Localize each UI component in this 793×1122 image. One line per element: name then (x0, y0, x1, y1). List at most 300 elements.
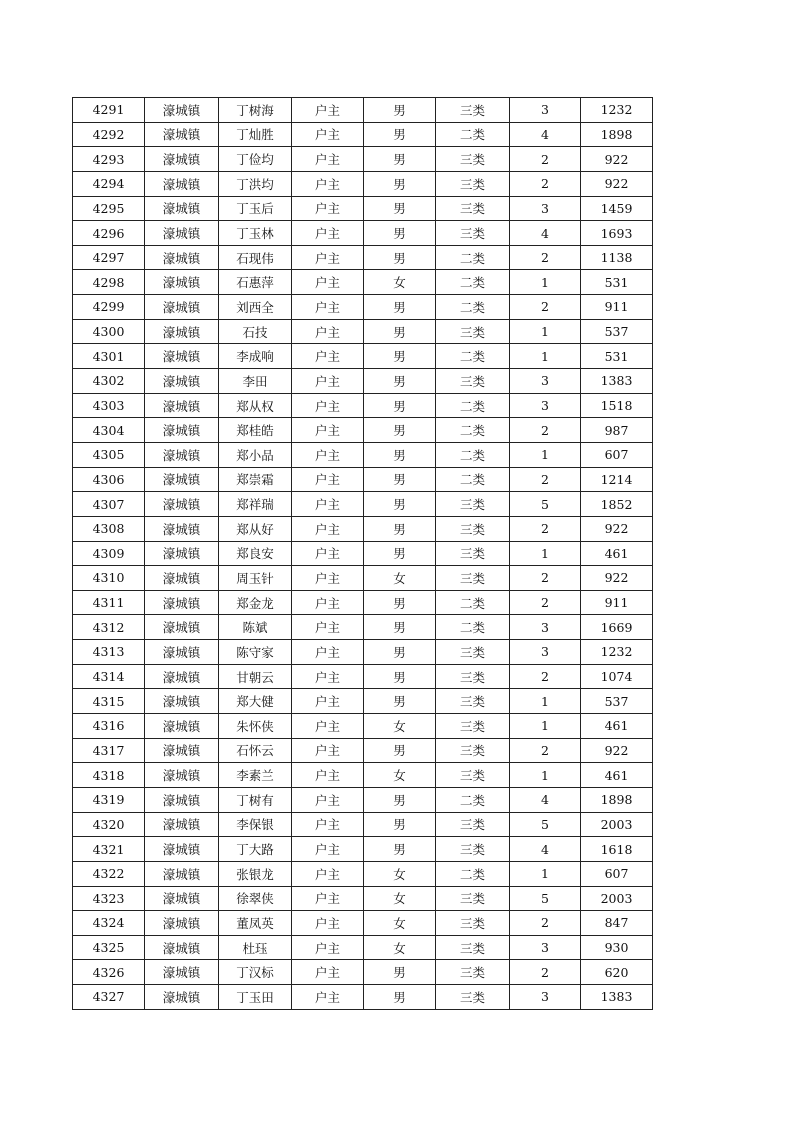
town-cell: 濠城镇 (145, 393, 219, 418)
category-cell: 三类 (436, 911, 510, 936)
member-count-cell: 1 (510, 689, 581, 714)
row-number-cell: 4310 (73, 566, 145, 591)
town-cell: 濠城镇 (145, 837, 219, 862)
member-count-cell: 1 (510, 319, 581, 344)
town-cell: 濠城镇 (145, 960, 219, 985)
gender-cell: 男 (364, 738, 436, 763)
row-number-cell: 4312 (73, 615, 145, 640)
row-number-cell: 4324 (73, 911, 145, 936)
table-row (73, 221, 653, 246)
row-number-cell: 4309 (73, 541, 145, 566)
town-cell: 濠城镇 (145, 492, 219, 517)
relation-cell: 户主 (292, 787, 364, 812)
row-number-cell: 4305 (73, 442, 145, 467)
name-cell: 郑从好 (219, 516, 292, 541)
table-row (73, 319, 653, 344)
relation-cell: 户主 (292, 960, 364, 985)
name-cell: 丁树海 (219, 98, 292, 123)
row-number-cell: 4316 (73, 714, 145, 739)
town-cell: 濠城镇 (145, 147, 219, 172)
town-cell: 濠城镇 (145, 640, 219, 665)
category-cell: 三类 (436, 714, 510, 739)
table-row (73, 541, 653, 566)
town-cell: 濠城镇 (145, 714, 219, 739)
gender-cell: 女 (364, 861, 436, 886)
table-row (73, 516, 653, 541)
town-cell: 濠城镇 (145, 122, 219, 147)
name-cell: 丁汉标 (219, 960, 292, 985)
town-cell: 濠城镇 (145, 245, 219, 270)
member-count-cell: 2 (510, 245, 581, 270)
name-cell: 郑小品 (219, 442, 292, 467)
town-cell: 濠城镇 (145, 467, 219, 492)
table-row (73, 837, 653, 862)
relation-cell: 户主 (292, 541, 364, 566)
amount-cell: 911 (581, 590, 653, 615)
town-cell: 濠城镇 (145, 738, 219, 763)
gender-cell: 男 (364, 689, 436, 714)
town-cell: 濠城镇 (145, 911, 219, 936)
relation-cell: 户主 (292, 935, 364, 960)
member-count-cell: 4 (510, 837, 581, 862)
table-row (73, 442, 653, 467)
name-cell: 周玉针 (219, 566, 292, 591)
table-row (73, 861, 653, 886)
amount-cell: 1669 (581, 615, 653, 640)
row-number-cell: 4296 (73, 221, 145, 246)
row-number-cell: 4307 (73, 492, 145, 517)
amount-cell: 1459 (581, 196, 653, 221)
name-cell: 陈斌 (219, 615, 292, 640)
member-count-cell: 3 (510, 615, 581, 640)
member-count-cell: 5 (510, 492, 581, 517)
amount-cell: 607 (581, 442, 653, 467)
member-count-cell: 3 (510, 935, 581, 960)
town-cell: 濠城镇 (145, 886, 219, 911)
name-cell: 郑崇霜 (219, 467, 292, 492)
relation-cell: 户主 (292, 590, 364, 615)
gender-cell: 男 (364, 960, 436, 985)
gender-cell: 男 (364, 418, 436, 443)
relation-cell: 户主 (292, 664, 364, 689)
category-cell: 二类 (436, 615, 510, 640)
amount-cell: 847 (581, 911, 653, 936)
row-number-cell: 4293 (73, 147, 145, 172)
town-cell: 濠城镇 (145, 196, 219, 221)
category-cell: 三类 (436, 640, 510, 665)
town-cell: 濠城镇 (145, 664, 219, 689)
gender-cell: 男 (364, 295, 436, 320)
row-number-cell: 4308 (73, 516, 145, 541)
gender-cell: 男 (364, 245, 436, 270)
category-cell: 三类 (436, 738, 510, 763)
row-number-cell: 4327 (73, 985, 145, 1010)
category-cell: 二类 (436, 270, 510, 295)
row-number-cell: 4319 (73, 787, 145, 812)
amount-cell: 537 (581, 689, 653, 714)
name-cell: 郑大健 (219, 689, 292, 714)
member-count-cell: 3 (510, 196, 581, 221)
gender-cell: 男 (364, 787, 436, 812)
amount-cell: 1214 (581, 467, 653, 492)
amount-cell: 531 (581, 270, 653, 295)
relation-cell: 户主 (292, 245, 364, 270)
category-cell: 二类 (436, 295, 510, 320)
table-row (73, 960, 653, 985)
relation-cell: 户主 (292, 985, 364, 1010)
relation-cell: 户主 (292, 418, 364, 443)
relation-cell: 户主 (292, 566, 364, 591)
row-number-cell: 4297 (73, 245, 145, 270)
relation-cell: 户主 (292, 270, 364, 295)
member-count-cell: 2 (510, 664, 581, 689)
member-count-cell: 2 (510, 171, 581, 196)
relation-cell: 户主 (292, 369, 364, 394)
category-cell: 三类 (436, 935, 510, 960)
amount-cell: 607 (581, 861, 653, 886)
table-row (73, 492, 653, 517)
amount-cell: 2003 (581, 812, 653, 837)
relation-cell: 户主 (292, 442, 364, 467)
gender-cell: 男 (364, 615, 436, 640)
gender-cell: 男 (364, 344, 436, 369)
member-count-cell: 1 (510, 344, 581, 369)
name-cell: 徐翠侠 (219, 886, 292, 911)
amount-cell: 922 (581, 516, 653, 541)
gender-cell: 男 (364, 393, 436, 418)
amount-cell: 1898 (581, 787, 653, 812)
member-count-cell: 1 (510, 442, 581, 467)
amount-cell: 911 (581, 295, 653, 320)
gender-cell: 女 (364, 714, 436, 739)
table-row (73, 147, 653, 172)
amount-cell: 922 (581, 738, 653, 763)
name-cell: 丁玉林 (219, 221, 292, 246)
town-cell: 濠城镇 (145, 615, 219, 640)
table-row (73, 171, 653, 196)
relation-cell: 户主 (292, 221, 364, 246)
row-number-cell: 4317 (73, 738, 145, 763)
name-cell: 甘朝云 (219, 664, 292, 689)
category-cell: 三类 (436, 369, 510, 394)
name-cell: 郑从权 (219, 393, 292, 418)
relation-cell: 户主 (292, 319, 364, 344)
gender-cell: 男 (364, 98, 436, 123)
table-row (73, 640, 653, 665)
row-number-cell: 4323 (73, 886, 145, 911)
member-count-cell: 2 (510, 590, 581, 615)
relation-cell: 户主 (292, 861, 364, 886)
category-cell: 三类 (436, 812, 510, 837)
table-row (73, 935, 653, 960)
amount-cell: 1232 (581, 640, 653, 665)
category-cell: 二类 (436, 245, 510, 270)
table-row (73, 344, 653, 369)
name-cell: 丁洪均 (219, 171, 292, 196)
relation-cell: 户主 (292, 714, 364, 739)
gender-cell: 男 (364, 442, 436, 467)
name-cell: 李成响 (219, 344, 292, 369)
relation-cell: 户主 (292, 812, 364, 837)
amount-cell: 461 (581, 714, 653, 739)
relation-cell: 户主 (292, 295, 364, 320)
amount-cell: 461 (581, 541, 653, 566)
table-row (73, 787, 653, 812)
category-cell: 二类 (436, 467, 510, 492)
name-cell: 石惠萍 (219, 270, 292, 295)
name-cell: 李田 (219, 369, 292, 394)
gender-cell: 女 (364, 270, 436, 295)
category-cell: 三类 (436, 886, 510, 911)
row-number-cell: 4304 (73, 418, 145, 443)
category-cell: 二类 (436, 393, 510, 418)
member-count-cell: 5 (510, 886, 581, 911)
row-number-cell: 4322 (73, 861, 145, 886)
amount-cell: 1618 (581, 837, 653, 862)
category-cell: 三类 (436, 98, 510, 123)
gender-cell: 男 (364, 985, 436, 1010)
town-cell: 濠城镇 (145, 985, 219, 1010)
category-cell: 二类 (436, 122, 510, 147)
member-count-cell: 2 (510, 566, 581, 591)
row-number-cell: 4325 (73, 935, 145, 960)
town-cell: 濠城镇 (145, 369, 219, 394)
relation-cell: 户主 (292, 763, 364, 788)
town-cell: 濠城镇 (145, 171, 219, 196)
row-number-cell: 4315 (73, 689, 145, 714)
member-count-cell: 1 (510, 270, 581, 295)
table-row (73, 369, 653, 394)
amount-cell: 1898 (581, 122, 653, 147)
town-cell: 濠城镇 (145, 270, 219, 295)
gender-cell: 男 (364, 664, 436, 689)
name-cell: 董凤英 (219, 911, 292, 936)
category-cell: 三类 (436, 196, 510, 221)
amount-cell: 1074 (581, 664, 653, 689)
relation-cell: 户主 (292, 196, 364, 221)
gender-cell: 男 (364, 837, 436, 862)
row-number-cell: 4311 (73, 590, 145, 615)
town-cell: 濠城镇 (145, 418, 219, 443)
row-number-cell: 4306 (73, 467, 145, 492)
category-cell: 三类 (436, 516, 510, 541)
relation-cell: 户主 (292, 516, 364, 541)
table-row (73, 689, 653, 714)
town-cell: 濠城镇 (145, 590, 219, 615)
category-cell: 三类 (436, 319, 510, 344)
category-cell: 三类 (436, 147, 510, 172)
table-row (73, 245, 653, 270)
row-number-cell: 4313 (73, 640, 145, 665)
table-row (73, 714, 653, 739)
name-cell: 丁玉田 (219, 985, 292, 1010)
member-count-cell: 3 (510, 98, 581, 123)
relation-cell: 户主 (292, 911, 364, 936)
gender-cell: 男 (364, 196, 436, 221)
town-cell: 濠城镇 (145, 763, 219, 788)
category-cell: 二类 (436, 418, 510, 443)
name-cell: 丁玉后 (219, 196, 292, 221)
table-row (73, 196, 653, 221)
relation-cell: 户主 (292, 122, 364, 147)
relation-cell: 户主 (292, 344, 364, 369)
row-number-cell: 4292 (73, 122, 145, 147)
member-count-cell: 2 (510, 295, 581, 320)
table-row (73, 738, 653, 763)
row-number-cell: 4302 (73, 369, 145, 394)
row-number-cell: 4318 (73, 763, 145, 788)
table-row (73, 270, 653, 295)
table-body (73, 98, 653, 1010)
town-cell: 濠城镇 (145, 344, 219, 369)
member-count-cell: 4 (510, 221, 581, 246)
gender-cell: 男 (364, 492, 436, 517)
gender-cell: 女 (364, 935, 436, 960)
row-number-cell: 4303 (73, 393, 145, 418)
amount-cell: 1693 (581, 221, 653, 246)
member-count-cell: 3 (510, 369, 581, 394)
row-number-cell: 4300 (73, 319, 145, 344)
category-cell: 三类 (436, 960, 510, 985)
member-count-cell: 3 (510, 640, 581, 665)
amount-cell: 922 (581, 566, 653, 591)
town-cell: 濠城镇 (145, 861, 219, 886)
row-number-cell: 4326 (73, 960, 145, 985)
table-row (73, 886, 653, 911)
gender-cell: 男 (364, 541, 436, 566)
town-cell: 濠城镇 (145, 787, 219, 812)
gender-cell: 男 (364, 812, 436, 837)
gender-cell: 女 (364, 566, 436, 591)
member-count-cell: 2 (510, 467, 581, 492)
gender-cell: 男 (364, 516, 436, 541)
row-number-cell: 4321 (73, 837, 145, 862)
table-row (73, 590, 653, 615)
table-row (73, 418, 653, 443)
name-cell: 朱怀侠 (219, 714, 292, 739)
name-cell: 郑桂皓 (219, 418, 292, 443)
table-row (73, 664, 653, 689)
name-cell: 石怀云 (219, 738, 292, 763)
category-cell: 二类 (436, 442, 510, 467)
relation-cell: 户主 (292, 393, 364, 418)
table-row (73, 911, 653, 936)
member-count-cell: 2 (510, 418, 581, 443)
category-cell: 三类 (436, 664, 510, 689)
gender-cell: 男 (364, 319, 436, 344)
category-cell: 三类 (436, 492, 510, 517)
category-cell: 三类 (436, 837, 510, 862)
gender-cell: 男 (364, 221, 436, 246)
name-cell: 丁灿胜 (219, 122, 292, 147)
name-cell: 刘西全 (219, 295, 292, 320)
town-cell: 濠城镇 (145, 689, 219, 714)
town-cell: 濠城镇 (145, 98, 219, 123)
amount-cell: 1232 (581, 98, 653, 123)
name-cell: 石技 (219, 319, 292, 344)
gender-cell: 男 (364, 640, 436, 665)
category-cell: 二类 (436, 344, 510, 369)
amount-cell: 930 (581, 935, 653, 960)
table-row (73, 393, 653, 418)
name-cell: 郑良安 (219, 541, 292, 566)
name-cell: 丁大路 (219, 837, 292, 862)
table-row (73, 615, 653, 640)
member-count-cell: 3 (510, 393, 581, 418)
row-number-cell: 4301 (73, 344, 145, 369)
category-cell: 三类 (436, 689, 510, 714)
relation-cell: 户主 (292, 98, 364, 123)
amount-cell: 922 (581, 171, 653, 196)
relation-cell: 户主 (292, 640, 364, 665)
amount-cell: 1518 (581, 393, 653, 418)
town-cell: 濠城镇 (145, 442, 219, 467)
category-cell: 三类 (436, 985, 510, 1010)
amount-cell: 2003 (581, 886, 653, 911)
gender-cell: 男 (364, 590, 436, 615)
category-cell: 三类 (436, 566, 510, 591)
gender-cell: 男 (364, 147, 436, 172)
member-count-cell: 5 (510, 812, 581, 837)
town-cell: 濠城镇 (145, 566, 219, 591)
category-cell: 三类 (436, 541, 510, 566)
category-cell: 三类 (436, 221, 510, 246)
household-table (72, 97, 653, 1010)
amount-cell: 537 (581, 319, 653, 344)
category-cell: 二类 (436, 861, 510, 886)
name-cell: 杜珏 (219, 935, 292, 960)
member-count-cell: 2 (510, 738, 581, 763)
relation-cell: 户主 (292, 689, 364, 714)
name-cell: 郑金龙 (219, 590, 292, 615)
town-cell: 濠城镇 (145, 935, 219, 960)
member-count-cell: 2 (510, 911, 581, 936)
amount-cell: 922 (581, 147, 653, 172)
member-count-cell: 2 (510, 960, 581, 985)
member-count-cell: 2 (510, 516, 581, 541)
name-cell: 郑祥瑞 (219, 492, 292, 517)
category-cell: 二类 (436, 590, 510, 615)
town-cell: 濠城镇 (145, 319, 219, 344)
town-cell: 濠城镇 (145, 812, 219, 837)
relation-cell: 户主 (292, 147, 364, 172)
member-count-cell: 1 (510, 714, 581, 739)
member-count-cell: 4 (510, 787, 581, 812)
table-row (73, 295, 653, 320)
town-cell: 濠城镇 (145, 541, 219, 566)
category-cell: 三类 (436, 171, 510, 196)
row-number-cell: 4299 (73, 295, 145, 320)
amount-cell: 620 (581, 960, 653, 985)
relation-cell: 户主 (292, 738, 364, 763)
town-cell: 濠城镇 (145, 516, 219, 541)
gender-cell: 女 (364, 763, 436, 788)
row-number-cell: 4294 (73, 171, 145, 196)
member-count-cell: 3 (510, 985, 581, 1010)
amount-cell: 461 (581, 763, 653, 788)
relation-cell: 户主 (292, 837, 364, 862)
name-cell: 丁树有 (219, 787, 292, 812)
name-cell: 丁俭均 (219, 147, 292, 172)
table-row (73, 98, 653, 123)
gender-cell: 男 (364, 467, 436, 492)
name-cell: 张银龙 (219, 861, 292, 886)
town-cell: 濠城镇 (145, 221, 219, 246)
amount-cell: 1383 (581, 985, 653, 1010)
amount-cell: 531 (581, 344, 653, 369)
table-row (73, 122, 653, 147)
table-row (73, 467, 653, 492)
